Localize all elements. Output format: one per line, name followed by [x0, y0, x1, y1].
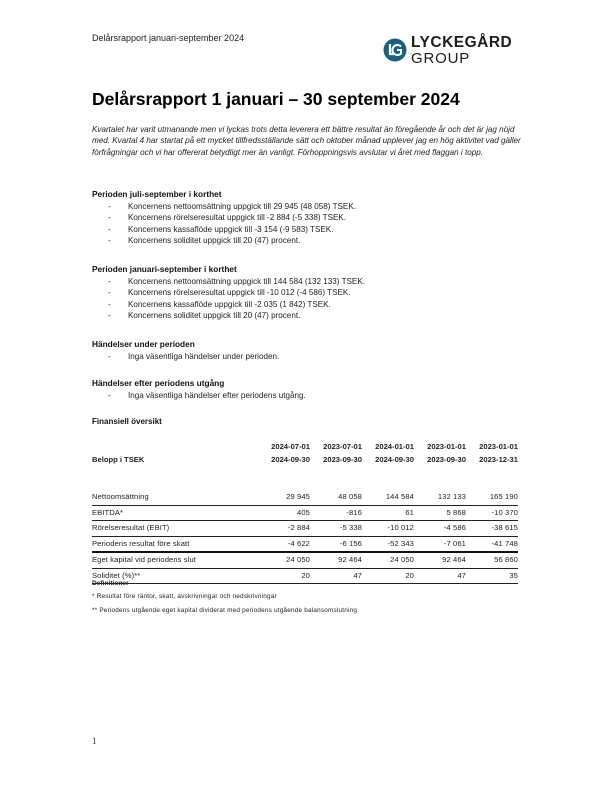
financial-overview-table [92, 441, 518, 584]
running-header-title: Delårsrapport januari-september 2024 [92, 33, 245, 43]
list-item: - Koncernens rörelseresultat uppgick till -2 884 (-5 338) TSEK. [108, 213, 347, 223]
table-row: Nettoomsättning 29 945 48 058 144 584 132 133 165 190 [92, 490, 518, 505]
company-logo [383, 35, 512, 66]
column-header: 2024-09-30 [271, 454, 310, 464]
section-heading: Händelser under perioden [92, 339, 195, 349]
bullet-list [92, 201, 532, 246]
table-row: Soliditet (%)** 20 47 20 47 35 [92, 568, 518, 584]
section-events-during [92, 339, 532, 362]
definition-item: * Resultat före räntor, skatt, avskrivningar och nedskrivningar [92, 593, 277, 600]
definitions [92, 580, 357, 621]
column-header: 2024-09-30 [375, 454, 414, 464]
section-events-after [92, 378, 532, 401]
page-number: 1 [92, 736, 97, 746]
column-header: 2023-01-01 [427, 442, 466, 451]
section-heading: Händelser efter periodens utgång [92, 378, 225, 388]
logo-subtitle: GROUP [411, 49, 471, 67]
table-row: Eget kapital vid periodens slut 24 050 92 464 24 050 92 464 56 860 [92, 552, 518, 568]
column-header: 2024-01-01 [375, 442, 414, 451]
list-item: - Koncernens rörelseresultat uppgick till -10 012 (-4 586) TSEK. [108, 288, 351, 298]
column-header: 2023-07-01 [323, 442, 362, 451]
bullet-list [92, 276, 532, 321]
definition-item: ** Periodens utgående eget kapital dividerat med periodens utgående balansomslutning [92, 607, 358, 614]
table-header-row-from [92, 441, 518, 454]
section-ytd-summary [92, 264, 532, 321]
list-item: - Koncernens nettoomsättning uppgick till 144 584 (132 133) TSEK. [108, 277, 365, 286]
table-row: EBITDA* 405 -816 61 5 868 -10 370 [92, 505, 518, 521]
bullet-list [92, 351, 532, 362]
column-header: 2023-09-30 [323, 454, 362, 464]
column-header: 2023-01-01 [479, 442, 518, 451]
list-item: - Koncernens kassaflöde uppgick till -3 154 (-9 583) TSEK. [108, 224, 334, 234]
financial-overview-heading: Finansiell översikt [92, 417, 162, 426]
list-item: - Koncernens nettoomsättning uppgick till 29 945 (48 058) TSEK. [108, 202, 356, 211]
table-row: Rörelseresultat (EBIT) -2 884 -5 338 -10 012 -4 586 -38 615 [92, 521, 518, 537]
page-title: Delårsrapport 1 januari – 30 september 2024 [92, 89, 460, 109]
list-item: - Koncernens kassaflöde uppgick till -2 035 (1 842) TSEK. [108, 299, 331, 309]
column-header: 2023-09-30 [427, 454, 466, 464]
section-heading: Perioden januari-september i korthet [92, 264, 237, 274]
definitions-heading: Definitioner [92, 580, 129, 587]
column-header: 2024-07-01 [271, 442, 310, 451]
section-heading: Perioden juli-september i korthet [92, 189, 222, 199]
logo-wordmark: LYCKEGÅRD [411, 34, 513, 51]
section-q3-summary [92, 189, 532, 246]
column-header-label: Belopp i TSEK [92, 454, 145, 464]
column-header: 2023-12-31 [479, 454, 518, 464]
intro-paragraph: Kvartalet har varit utmanande men vi lyckas trots detta leverera ett bättre resultat än föregående år och det är jag nöjd med. Kvartal 4 har startat på ett mycket tillfredsställande sätt och oktober månad upplever jag en hög aktivitet vad gäller förfrågningar och vi har offererat betydligt mer än vanligt. Förhoppningsvis avslutar vi året med flaggan i topp. [92, 125, 521, 157]
list-item: - Koncernens soliditet uppgick till 20 (47) procent. [108, 235, 301, 245]
list-item: - Inga väsentliga händelser efter periodens utgång. [108, 391, 306, 400]
lg-logo-icon [383, 38, 407, 62]
list-item: - Inga väsentliga händelser under perioden. [108, 352, 280, 361]
bullet-list [92, 390, 532, 401]
list-item: - Koncernens soliditet uppgick till 20 (47) procent. [108, 310, 301, 320]
table-row: Periodens resultat före skatt -4 622 -6 156 -52 343 -7 061 -41 748 [92, 536, 518, 552]
